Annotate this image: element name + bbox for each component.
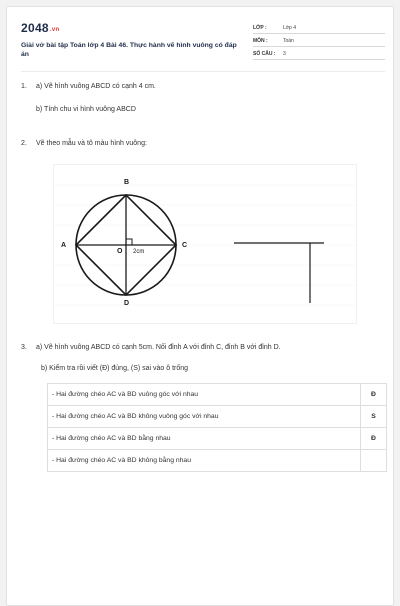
site-logo[interactable] bbox=[21, 21, 59, 35]
right-angle-mark bbox=[126, 239, 132, 245]
meta-row-subject bbox=[253, 34, 385, 47]
label-o: O bbox=[117, 248, 123, 255]
logo-text: 2048 bbox=[21, 21, 49, 35]
worksheet-page bbox=[6, 6, 394, 606]
statement-cell: - Hai đường chéo AC và BD bằng nhau bbox=[48, 428, 361, 450]
table-row bbox=[48, 428, 387, 450]
table-row bbox=[48, 406, 387, 428]
header-divider bbox=[21, 71, 385, 72]
meta-key: LỚP : bbox=[253, 25, 267, 31]
figure-panel bbox=[53, 164, 357, 324]
label-a: A bbox=[61, 242, 67, 249]
meta-key: MÔN : bbox=[253, 38, 268, 44]
true-false-table bbox=[47, 383, 387, 472]
question-number: 1. bbox=[21, 83, 27, 90]
answer-cell[interactable]: Đ bbox=[361, 384, 387, 406]
meta-row-grade bbox=[253, 21, 385, 34]
question-text: a) Vẽ hình vuông ABCD có cạnh 4 cm. bbox=[36, 83, 156, 90]
table-row bbox=[48, 450, 387, 472]
question-text: Vẽ theo mẫu và tô màu hình vuông: bbox=[36, 140, 147, 147]
page-title: Giải vở bài tập Toán lớp 4 Bài 46. Thực hành vẽ hình vuông có đáp án bbox=[21, 42, 237, 58]
question-1-part-b: b) Tính chu vi hình vuông ABCD bbox=[36, 106, 136, 113]
table-row bbox=[48, 384, 387, 406]
label-c: C bbox=[182, 242, 188, 249]
question-number: 2. bbox=[21, 140, 27, 147]
question-number: 3. bbox=[21, 344, 27, 351]
logo-tld: .vn bbox=[49, 27, 60, 33]
statement-cell: - Hai đường chéo AC và BD không vuông góc với nhau bbox=[48, 406, 361, 428]
meta-value: 3 bbox=[283, 51, 286, 57]
geometry-figure bbox=[54, 165, 357, 324]
label-measure: 2cm bbox=[133, 249, 145, 255]
question-text: a) Vẽ hình vuông ABCD có cạnh 5cm. Nối đỉnh A với đỉnh C, đỉnh B với đỉnh D. bbox=[36, 344, 281, 351]
meta-key: SỐ CÂU : bbox=[253, 51, 276, 57]
header bbox=[21, 17, 385, 65]
meta-value: Lớp 4 bbox=[283, 25, 297, 31]
statement-cell: - Hai đường chéo AC và BD không bằng nhau bbox=[48, 450, 361, 472]
answer-cell[interactable] bbox=[361, 450, 387, 472]
meta-value: Toán bbox=[283, 38, 294, 44]
meta-row-count bbox=[253, 47, 385, 60]
statement-cell: - Hai đường chéo AC và BD vuông góc với nhau bbox=[48, 384, 361, 406]
label-b: B bbox=[124, 179, 130, 186]
label-d: D bbox=[124, 300, 130, 307]
meta-info bbox=[253, 21, 385, 60]
question-3-part-b: b) Kiểm tra rồi viết (Đ) đúng, (S) sai vào ô trống bbox=[41, 365, 189, 372]
answer-cell[interactable]: Đ bbox=[361, 428, 387, 450]
answer-cell[interactable]: S bbox=[361, 406, 387, 428]
